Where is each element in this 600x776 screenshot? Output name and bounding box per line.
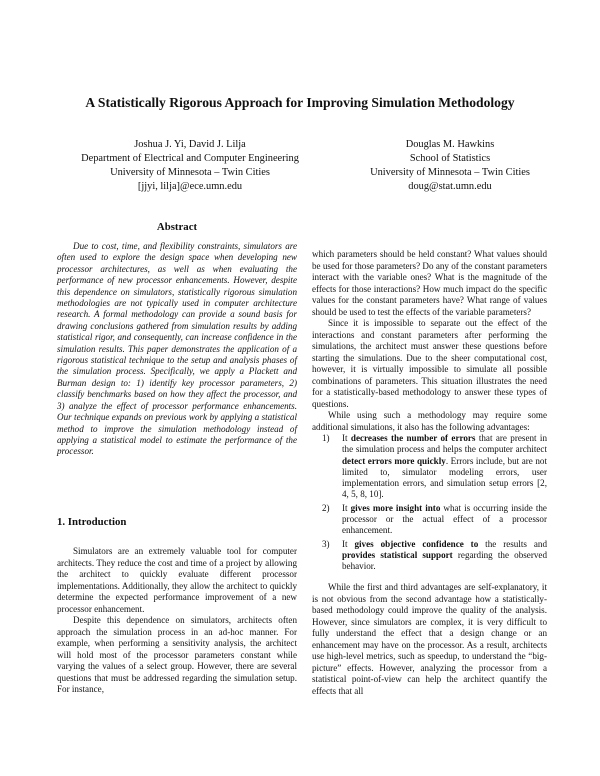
right-paragraph-1: which parameters should be held constant? What values should be used for those parameters? Do any of the constant parameters interact with the variable ones? What is the magnitude of the effects for those interactions? How much impact do the specific values for the constant parameters have? What range of values should be used to test the effects of the variable parameters?: [312, 249, 547, 317]
list-item-number: 3): [322, 538, 330, 549]
right-column-top: [312, 249, 547, 433]
intro-body: [57, 546, 297, 696]
abstract-text: Due to cost, time, and flexibility constraints, simulators are often used to explore the design space when developing new processor architectures, as well as when evaluating the performance of new processor enhancements. However, despite this dependence on simulators, statistically rigorous simulation methodologies are not typically used in computer architecture research. A formal methodology can provide a sound basis for drawing conclusions gathered from simulation results by adding statistical rigor, and consequently, can increase confidence in the simulation results. This paper demonstrates the application of a rigorous statistical technique to the setup and analysis phases of the simulation process. Specifically, we apply a Plackett and Burman design to: 1) identify key processor parameters, 2) classify benchmarks based on how they affect the processor, and 3) analyze the effect of processor performance enhancements. Our technique expands on previous work by applying a statistical method to improve the simulation methodology instead of applying a statistical model to estimate the performance of the processor.: [57, 241, 297, 457]
right-column-bottom: [312, 582, 547, 697]
intro-paragraph-2: Despite this dependence on simulators, architects often approach the simulation process in an ad-hoc manner. For example, when performing a sensitivity analysis, the architect will hold most of the processor parameters constant while varying the values of a select group. However, there are several questions that must be addressed regarding the simulation setup. For instance,: [57, 615, 297, 694]
list-item-bold: detect errors more quickly: [342, 455, 446, 466]
list-item-number: 1): [322, 433, 330, 443]
author-univ: University of Minnesota – Twin Cities: [370, 167, 530, 178]
list-item-number: 2): [322, 502, 330, 513]
right-paragraph-2: Since it is impossible to separate out the effect of the interactions and constant parameters after performing the simulations, the architect must answer these questions before starting the simulations. Due to the sheer computational cost, however, it is virtually impossible to simulate all possible combinations of parameters. This situation illustrates the need for a statistically-based methodology to answer these types of questions.: [312, 318, 547, 409]
list-item-text: . Errors include, but are not limited to, simulator modeling errors, user implementation errors, and simulation setup errors [2, 4, 5, 8, 10].: [342, 455, 547, 500]
list-item-bold: decreases the number of errors: [350, 433, 476, 443]
advantages-list: [322, 433, 547, 575]
list-item-text: regarding the observed behavior.: [342, 549, 547, 572]
list-item-text: It: [342, 538, 355, 549]
list-item-bold: gives more insight into: [350, 502, 441, 513]
list-item-text: that are present in the simulation process and helps the computer architect: [342, 433, 547, 455]
author-dept: School of Statistics: [409, 153, 491, 164]
right-paragraph-4: While the first and third advantages are self-explanatory, it is not obvious from the second advantage how a statistically-based methodology could improve the quality of the analysis. However, since simulators are complex, it is very difficult to fully understand the effect that a design change or an enhancement may have on the processor. As a result, architects use high-level metrics, such as speedup, to understand the “big-picture” effects. However, analyzing the processor from a statistical point-of-view can help the architect quantify the effects that all: [312, 582, 547, 696]
list-item-text: It: [342, 502, 351, 513]
right-paragraph-3: While using such a methodology may require some additional simulations, it also has the following advantages:: [312, 410, 547, 432]
author-names: Douglas M. Hawkins: [405, 139, 495, 150]
author-block-2: [350, 138, 550, 194]
list-item-text: the results and: [478, 538, 547, 549]
intro-paragraph-1: Simulators are an extremely valuable tool for computer architects. They reduce the cost and time of a project by allowing the architect to quickly evaluate different processor implementations. Additionally, they allow the architect to quickly determine the expected performance improvement of a new processor enhancement.: [57, 546, 297, 614]
list-item-bold: gives objective confidence to: [354, 538, 479, 549]
author-block-1: [40, 138, 340, 194]
author-dept: Department of Electrical and Computer Engineering: [81, 153, 299, 164]
list-item: [322, 503, 547, 537]
intro-heading: 1. Introduction: [57, 516, 127, 528]
list-item-text: It: [342, 433, 351, 443]
author-email: [jjyi, lilja]@ece.umn.edu: [137, 181, 243, 192]
list-item-text: what is occurring inside the processor or the actual effect of a processor enhancement.: [342, 502, 547, 536]
paper-title: A Statistically Rigorous Approach for Improving Simulation Methodology: [85, 95, 515, 110]
author-email: doug@stat.umn.edu: [408, 181, 492, 192]
list-item: [322, 539, 547, 573]
abstract-heading: Abstract: [156, 221, 198, 233]
list-item: [322, 433, 547, 501]
author-univ: University of Minnesota – Twin Cities: [110, 167, 270, 178]
list-item-bold: provides statistical support: [342, 549, 453, 560]
author-names: Joshua J. Yi, David J. Lilja: [134, 139, 246, 150]
